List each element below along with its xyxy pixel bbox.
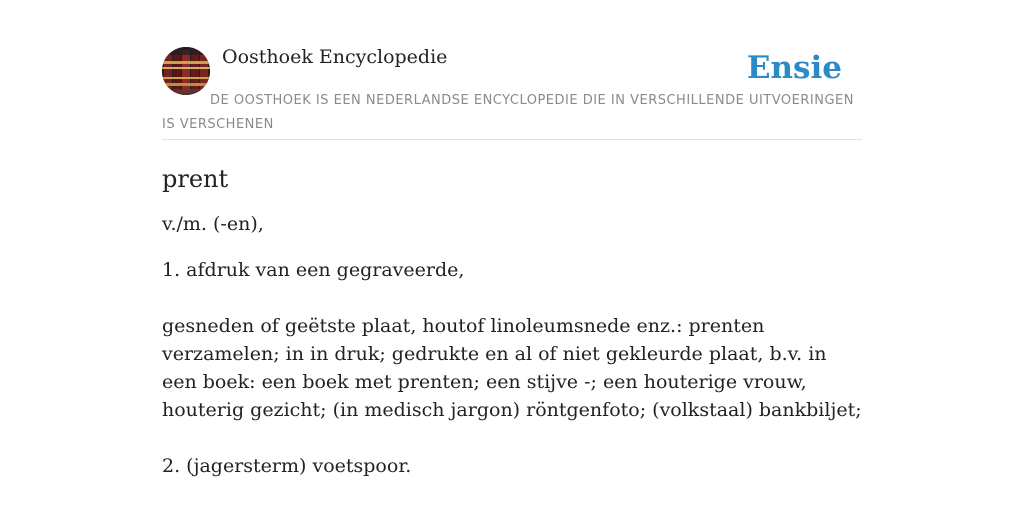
entry-sense-1: 1. afdruk van een gegraveerde, bbox=[162, 259, 465, 281]
entry-grammar: v./m. (-en), bbox=[162, 213, 264, 235]
entry-sense-2: 2. (jagersterm) voetspoor. bbox=[162, 455, 412, 477]
entry-headword: prent bbox=[162, 165, 229, 193]
brand-logo[interactable]: Ensie bbox=[746, 50, 842, 86]
entry-article bbox=[162, 160, 862, 480]
entry-definition: gesneden of geëtste plaat, houtof linoleumsnede enz.: prenten verzamelen; in in druk; gedrukte en al of niet gekleurde plaat, b.v. in een boek: een boek met prenten; een stijve -; een houterige vrouw, houterig gezicht; (in medisch jargon) röntgenfoto; (volkstaal) bankbiljet; bbox=[162, 315, 862, 421]
encyclopedia-books-icon[interactable] bbox=[162, 47, 210, 95]
site-name[interactable]: Oosthoek Encyclopedie bbox=[222, 46, 448, 68]
site-tagline: DE OOSTHOEK IS EEN NEDERLANDSE ENCYCLOPEDIE DIE IN VERSCHILLENDE UITVOERINGEN IS VERSCHENEN bbox=[162, 93, 854, 132]
header-divider bbox=[162, 139, 862, 140]
